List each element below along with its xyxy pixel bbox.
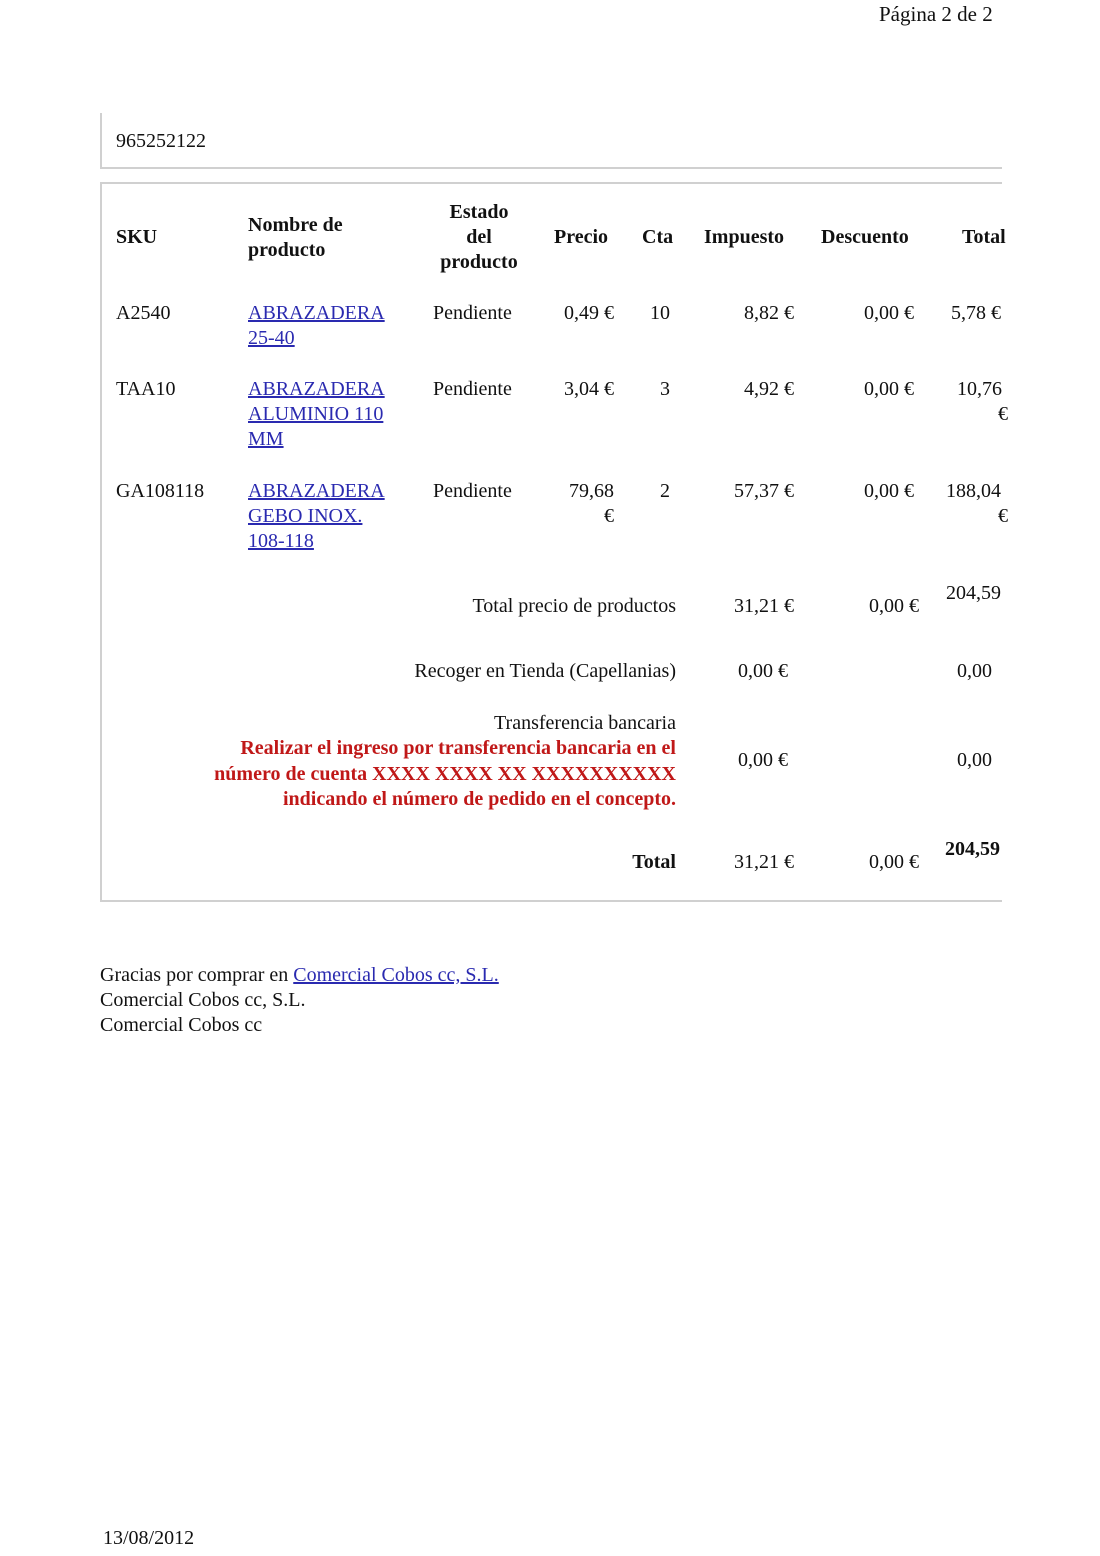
row-tax: 57,37 € (734, 480, 794, 502)
product-link[interactable]: ABRAZADERA 25-40 (248, 302, 385, 349)
footer (100, 963, 499, 1038)
payment-label: Transferencia bancaria (494, 712, 676, 734)
header-discount: Descuento (821, 226, 909, 248)
page-number: Página 2 de 2 (879, 2, 993, 26)
row-total: 188,04 € (946, 480, 1008, 527)
payment-tax: 0,00 € (738, 749, 788, 771)
header-name: Nombre de producto (248, 214, 343, 261)
shipping-total: 0,00 (957, 660, 992, 682)
phone-number: 965252122 (116, 130, 206, 152)
row-tax: 8,82 € (744, 302, 794, 324)
header-qty: Cta (642, 226, 674, 248)
row-status: Pendiente (433, 378, 512, 400)
print-date: 13/08/2012 (103, 1527, 195, 1549)
row-sku: A2540 (116, 302, 171, 324)
row-discount: 0,00 € (864, 480, 914, 502)
header-price: Precio (554, 226, 609, 248)
company-name: Comercial Cobos cc, S.L. (100, 989, 306, 1011)
grand-total-amount: 204,59 (945, 838, 1000, 860)
row-discount: 0,00 € (864, 302, 914, 324)
row-total: 10,76 € (957, 378, 1008, 425)
row-qty: 10 (650, 302, 670, 324)
phone-panel (100, 113, 1002, 169)
header-sku: SKU (116, 226, 158, 248)
shipping-label: Recoger en Tienda (Capellanias) (414, 660, 676, 682)
row-qty: 3 (660, 378, 670, 400)
subtotal-total: 204,59 (946, 582, 1001, 604)
product-link[interactable]: ABRAZADERA GEBO INOX. 108-118 (248, 480, 385, 552)
grand-total-label: Total (632, 851, 676, 873)
shipping-tax: 0,00 € (738, 660, 788, 682)
subtotal-discount: 0,00 € (869, 595, 919, 617)
row-price: 79,68 € (569, 480, 614, 527)
grand-total-tax: 31,21 € (734, 851, 794, 873)
row-price: 0,49 € (564, 302, 614, 324)
row-total: 5,78 € (951, 302, 1001, 324)
header-total: Total (962, 226, 1006, 248)
row-qty: 2 (660, 480, 670, 502)
payment-instructions: Realizar el ingreso por transferencia bancaria en el número de cuenta XXXX XXXX XX XXXXXXXXXX indicando el número de pedido en el concepto. (214, 737, 676, 810)
row-price: 3,04 € (564, 378, 614, 400)
thanks-line: Gracias por comprar en Comercial Cobos cc, S.L. (100, 964, 499, 986)
header-status: Estado del producto (440, 201, 518, 273)
subtotal-tax: 31,21 € (734, 595, 794, 617)
subtotal-label: Total precio de productos (472, 595, 676, 617)
shop-link[interactable]: Comercial Cobos cc, S.L. (293, 964, 499, 986)
payment-total: 0,00 (957, 749, 992, 771)
company-short-name: Comercial Cobos cc (100, 1014, 263, 1036)
product-link[interactable]: ABRAZADERA ALUMINIO 110 MM (248, 378, 385, 450)
order-table (100, 182, 1008, 902)
row-sku: GA108118 (116, 480, 205, 502)
row-discount: 0,00 € (864, 378, 914, 400)
grand-total-discount: 0,00 € (869, 851, 919, 873)
row-status: Pendiente (433, 302, 512, 324)
row-sku: TAA10 (116, 378, 176, 400)
header-tax: Impuesto (704, 226, 785, 248)
row-tax: 4,92 € (744, 378, 794, 400)
row-status: Pendiente (433, 480, 512, 502)
